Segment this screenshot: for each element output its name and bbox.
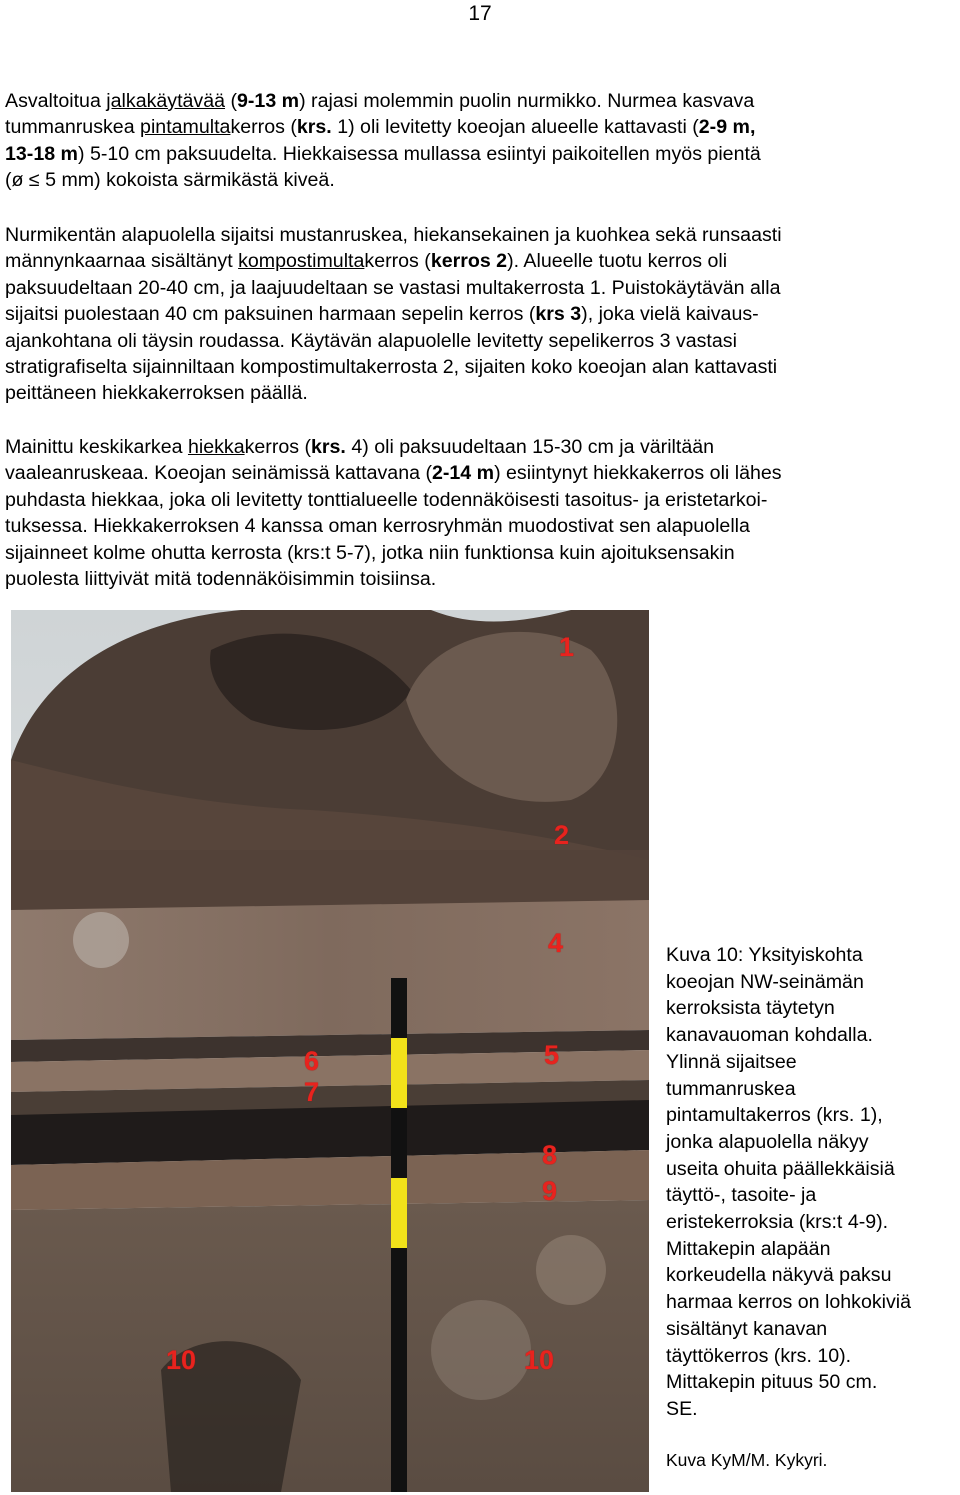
- caption-line: koeojan NW-seinämän: [666, 970, 864, 993]
- caption-line: täyttökerros (krs. 10).: [666, 1344, 852, 1367]
- layer-label-8: 8: [542, 1140, 558, 1170]
- caption-line: Mittakepin pituus 50 cm.: [666, 1371, 878, 1394]
- caption-line: useita ohuita päällekkäisiä: [666, 1157, 895, 1180]
- text-line: stratigrafiselta sijainniltaan kompostimultakerrosta 2, sijaiten koko koeojan alan kattavasti: [5, 356, 778, 379]
- layer-label-6: 6: [304, 1046, 320, 1076]
- figure-caption: [666, 942, 958, 1423]
- caption-line: kerroksista täytetyn: [666, 997, 835, 1020]
- soil-profile-photo: [11, 610, 649, 1492]
- caption-line: harmaa kerros on lohkokiviä: [666, 1291, 912, 1314]
- layer-label-2: 2: [554, 820, 570, 850]
- caption-line: Kuva 10: Yksityiskohta: [666, 944, 863, 966]
- paragraph-compost-layer: [5, 222, 955, 407]
- layer-label-9: 9: [542, 1176, 558, 1206]
- text-line: sijaitsi puolestaan 40 cm paksuinen harmaan sepelin kerros (krs 3), joka vielä kaivaus-: [5, 303, 759, 326]
- text-line: Asvaltoitua jalkakäytävää (9-13 m) rajasi molemmin puolin nurmikko. Nurmea kasvava: [5, 90, 755, 112]
- paragraph-surface-layer: [5, 88, 955, 194]
- text-line: Nurmikentän alapuolella sijaitsi mustanruskea, hiekansekainen ja kuohkea sekä runsaasti: [5, 224, 782, 246]
- text-line: ajankohtana oli täysin roudassa. Käytävän alapuolelle levitetty sepelikerros 3 vastasi: [5, 329, 737, 352]
- caption-line: tummanruskea: [666, 1077, 796, 1100]
- page-number: 17: [468, 2, 492, 25]
- layer-label-5: 5: [544, 1040, 560, 1070]
- text-line: puolesta liittyivät mitä todennäköisimmin toisiinsa.: [5, 568, 437, 591]
- caption-line: Mittakepin alapään: [666, 1237, 831, 1260]
- caption-line: pintamultakerros (krs. 1),: [666, 1104, 883, 1127]
- text-line: vaaleanruskeaa. Koeojan seinämissä kattavana (2-14 m) esiintynyt hiekkakerros oli lähes: [5, 462, 782, 485]
- text-line: 13-18 m) 5-10 cm paksuudelta. Hiekkaisessa mullassa esiintyi paikoitellen myös pientä: [5, 142, 761, 165]
- text-line: männynkaarnaa sisältänyt kompostimultakerros (kerros 2). Alueelle tuotu kerros oli: [5, 250, 728, 273]
- layer-label-4: 4: [548, 928, 564, 958]
- caption-line: SE.: [666, 1397, 698, 1420]
- caption-line: eristekerroksia (krs:t 4-9).: [666, 1211, 889, 1234]
- paragraph-sand-layer: [5, 434, 955, 592]
- photo-credit: Kuva KyM/M. Kykyri.: [666, 1450, 828, 1470]
- text-line: (ø ≤ 5 mm) kokoista särmikästä kiveä.: [5, 169, 335, 192]
- text-line: paksuudeltaan 20-40 cm, ja laajuudeltaan se vastasi multakerrosta 1. Puistokäytävän alla: [5, 276, 781, 299]
- caption-line: sisältänyt kanavan: [666, 1317, 828, 1340]
- caption-line: jonka alapuolella näkyy: [666, 1130, 869, 1153]
- text-line: tuksessa. Hiekkakerroksen 4 kanssa oman kerrosryhmän muodostivat sen alapuolella: [5, 515, 750, 538]
- caption-line: kanavauoman kohdalla.: [666, 1024, 873, 1047]
- text-line: Mainittu keskikarkea hiekkakerros (krs. 4) oli paksuudeltaan 15-30 cm ja väriltään: [5, 436, 715, 458]
- caption-line: täyttö-, tasoite- ja: [666, 1184, 817, 1207]
- text-line: peittäneen hiekkakerroksen päällä.: [5, 382, 308, 405]
- text-line: sijainneet kolme ohutta kerrosta (krs:t 5-7), jotka niin funktionsa kuin ajoituksensakin: [5, 541, 735, 564]
- text-line: tummanruskea pintamultakerros (krs. 1) oli levitetty koeojan alueelle kattavasti (2-9 m,: [5, 116, 756, 139]
- layer-label-1: 1: [559, 632, 575, 662]
- caption-line: korkeudella näkyvä paksu: [666, 1264, 892, 1287]
- caption-line: Ylinnä sijaitsee: [666, 1050, 797, 1073]
- layer-label-7: 7: [304, 1077, 320, 1107]
- layer-label-10-left: 10: [166, 1345, 197, 1375]
- text-line: puhdasta hiekkaa, joka oli levitetty tonttialueelle todennäköisesti tasoitus- ja eristetarkoi-: [5, 488, 768, 511]
- layer-label-10-right: 10: [524, 1345, 555, 1375]
